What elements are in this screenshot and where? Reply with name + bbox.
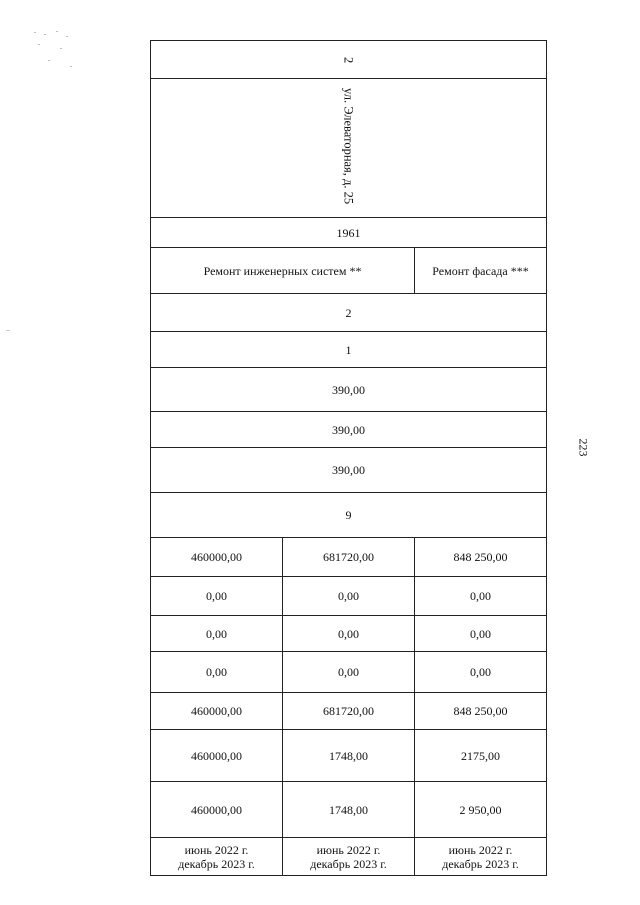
period-start: июнь 2022 г. <box>448 842 513 857</box>
cost-cell: 460000,00 <box>151 538 283 577</box>
cost-row <box>151 693 547 730</box>
cost-cell: 0,00 <box>415 616 547 652</box>
work-type-engineering: Ремонт инженерных систем ** <box>151 248 415 294</box>
cost-cell: 0,00 <box>283 577 415 616</box>
cost-cell: 460000,00 <box>151 693 283 730</box>
address-row <box>151 79 547 218</box>
count-value: 9 <box>151 493 547 538</box>
repair-schedule-table <box>150 40 547 876</box>
period-cell <box>151 838 283 876</box>
cost-cell: 2175,00 <box>415 730 547 782</box>
period-cell <box>283 838 415 876</box>
cost-cell: 0,00 <box>151 652 283 693</box>
cost-cell: 848 250,00 <box>415 538 547 577</box>
period-row <box>151 838 547 876</box>
year-row <box>151 218 547 248</box>
page-number: 223 <box>576 438 591 457</box>
period-start: июнь 2022 г. <box>316 842 381 857</box>
period-end: декабрь 2023 г. <box>310 856 387 871</box>
cost-row <box>151 616 547 652</box>
cost-row <box>151 538 547 577</box>
area-value: 390,00 <box>151 368 547 412</box>
cost-row <box>151 782 547 838</box>
cost-cell: 681720,00 <box>283 538 415 577</box>
cost-cell: 460000,00 <box>151 782 283 838</box>
cost-cell: 0,00 <box>151 577 283 616</box>
cost-cell: 1748,00 <box>283 730 415 782</box>
work-type-facade: Ремонт фасада *** <box>415 248 547 294</box>
value-cell: 2 <box>151 294 547 332</box>
building-address: ул. Элеваторная, д. 25 <box>341 88 356 205</box>
value-row <box>151 294 547 332</box>
cost-cell: 681720,00 <box>283 693 415 730</box>
area-row <box>151 368 547 412</box>
cost-row <box>151 652 547 693</box>
address-cell <box>151 79 547 218</box>
value-row <box>151 332 547 368</box>
cost-cell: 0,00 <box>415 577 547 616</box>
area-row <box>151 448 547 493</box>
area-row <box>151 412 547 448</box>
cost-cell: 0,00 <box>151 616 283 652</box>
work-types-row <box>151 248 547 294</box>
year-of-construction: 1961 <box>151 218 547 248</box>
period-cell <box>415 838 547 876</box>
period-end: декабрь 2023 г. <box>442 856 519 871</box>
cost-cell: 0,00 <box>283 652 415 693</box>
period-start: июнь 2022 г. <box>184 842 249 857</box>
cost-cell: 0,00 <box>415 652 547 693</box>
area-value: 390,00 <box>151 412 547 448</box>
column-index: 2 <box>341 57 356 64</box>
cost-row <box>151 730 547 782</box>
cost-cell: 1748,00 <box>283 782 415 838</box>
period-end: декабрь 2023 г. <box>178 856 255 871</box>
cost-row <box>151 577 547 616</box>
column-index-cell <box>151 41 547 79</box>
cost-cell: 848 250,00 <box>415 693 547 730</box>
scan-artifact <box>6 330 10 331</box>
cost-cell: 2 950,00 <box>415 782 547 838</box>
scan-artifact <box>30 30 76 80</box>
area-value: 390,00 <box>151 448 547 493</box>
value-cell: 1 <box>151 332 547 368</box>
cost-cell: 460000,00 <box>151 730 283 782</box>
count-row <box>151 493 547 538</box>
cost-cell: 0,00 <box>283 616 415 652</box>
header-index-row <box>151 41 547 79</box>
